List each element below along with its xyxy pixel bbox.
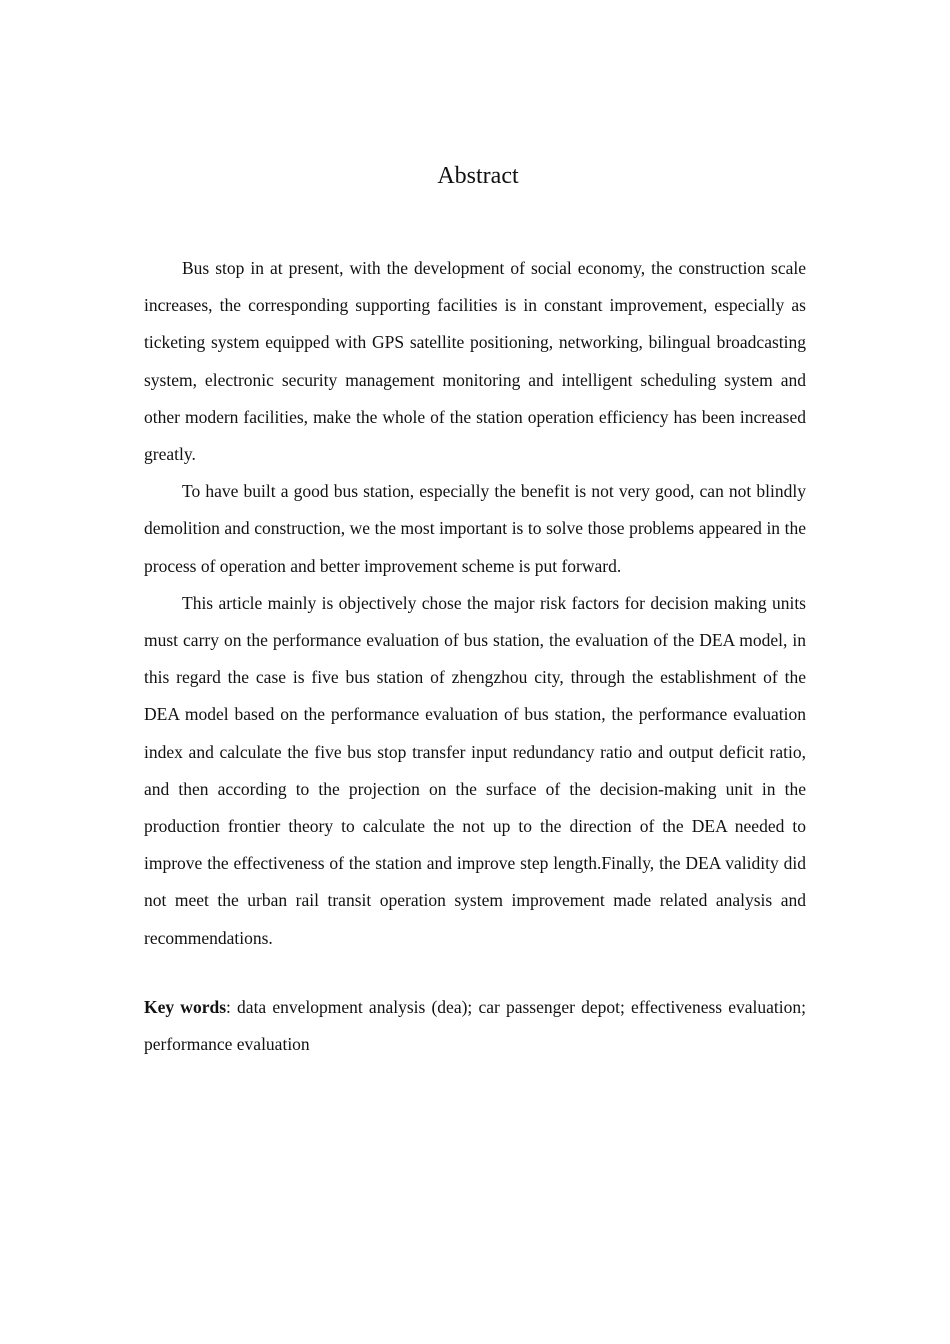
keywords-text: data envelopment analysis (dea); car passenger depot; effectiveness evaluation; performance evaluation: [144, 997, 806, 1055]
keywords-label: Key words: [144, 997, 226, 1017]
keywords-separator: :: [226, 997, 231, 1017]
abstract-body: [144, 250, 806, 957]
abstract-title: Abstract: [437, 163, 519, 189]
abstract-paragraph-3: This article mainly is objectively chose the major risk factors for decision making units must carry on the performance evaluation of bus station, the evaluation of the DEA model, in this regard the case is five bus station of zhengzhou city, through the establishment of the DEA model based on the performance evaluation of bus station, the performance evaluation index and calculate the five bus stop transfer input redundancy ratio and output deficit ratio, and then according to the projection on the surface of the decision-making unit in the production frontier theory to calculate the not up to the direction of the DEA needed to improve the effectiveness of the station and improve step length.Finally, the DEA validity did not meet the urban rail transit operation system improvement made related analysis and recommendations.: [144, 592, 806, 948]
abstract-paragraph-2: To have built a good bus station, especially the benefit is not very good, can not blindly demolition and construction, we the most important is to solve those problems appeared in the process of operation and better improvement scheme is put forward.: [144, 481, 806, 576]
keywords-line: [144, 989, 806, 1063]
abstract-paragraph-1: Bus stop in at present, with the development of social economy, the construction scale increases, the corresponding supporting facilities is in constant improvement, especially as ticketing system equipped with GPS satellite positioning, networking, bilingual broadcasting system, electronic security management monitoring and intelligent scheduling system and other modern facilities, make the whole of the station operation efficiency has been increased greatly.: [144, 258, 806, 465]
